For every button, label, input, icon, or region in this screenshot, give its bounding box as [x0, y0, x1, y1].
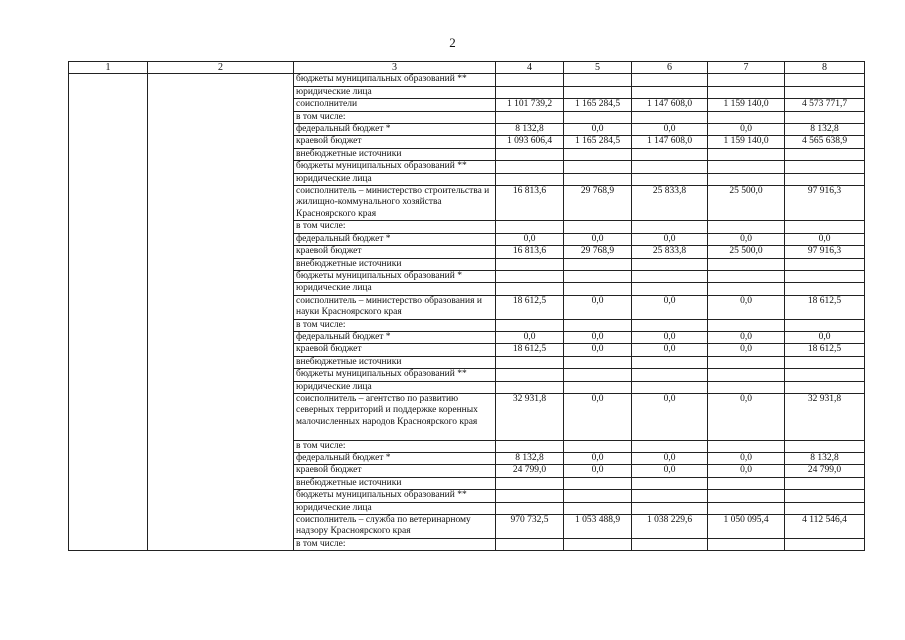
value-cell	[632, 477, 708, 489]
row-label: федеральный бюджет *	[294, 452, 496, 464]
value-cell	[632, 221, 708, 233]
value-cell	[496, 161, 564, 173]
row-label: краевой бюджет	[294, 465, 496, 477]
row-label: юридические лица	[294, 381, 496, 393]
value-cell: 0,0	[708, 344, 785, 356]
row-label: в том числе:	[294, 221, 496, 233]
row-number-cell	[69, 74, 148, 551]
value-cell	[708, 440, 785, 452]
value-cell: 0,0	[496, 331, 564, 343]
value-cell: 18 612,5	[496, 344, 564, 356]
value-cell	[496, 356, 564, 368]
value-cell	[632, 283, 708, 295]
value-cell: 1 147 608,0	[632, 136, 708, 148]
value-cell	[564, 221, 632, 233]
value-cell	[564, 148, 632, 160]
value-cell: 0,0	[708, 331, 785, 343]
row-label: внебюджетные источники	[294, 477, 496, 489]
value-cell: 1 159 140,0	[708, 99, 785, 111]
value-cell	[496, 440, 564, 452]
value-cell	[632, 502, 708, 514]
value-cell	[496, 86, 564, 98]
column-number-row	[69, 62, 865, 74]
value-cell	[496, 111, 564, 123]
row-label: юридические лица	[294, 86, 496, 98]
value-cell	[564, 356, 632, 368]
value-cell: 8 132,8	[496, 124, 564, 136]
value-cell	[564, 502, 632, 514]
value-cell	[632, 356, 708, 368]
value-cell: 8 132,8	[785, 124, 865, 136]
value-cell: 0,0	[632, 233, 708, 245]
value-cell	[632, 161, 708, 173]
value-cell	[785, 381, 865, 393]
row-label: внебюджетные источники	[294, 148, 496, 160]
value-cell	[785, 356, 865, 368]
row-label: бюджеты муниципальных образований **	[294, 74, 496, 86]
value-cell: 25 500,0	[708, 186, 785, 221]
value-cell: 29 768,9	[564, 246, 632, 258]
column-header: 4	[496, 62, 564, 74]
table-row	[69, 74, 865, 86]
value-cell: 24 799,0	[785, 465, 865, 477]
value-cell: 1 159 140,0	[708, 136, 785, 148]
value-cell	[708, 221, 785, 233]
value-cell	[708, 381, 785, 393]
value-cell	[496, 538, 564, 550]
value-cell	[632, 258, 708, 270]
value-cell: 0,0	[564, 393, 632, 440]
value-cell	[632, 173, 708, 185]
row-label: бюджеты муниципальных образований *	[294, 270, 496, 282]
value-cell	[708, 173, 785, 185]
column-header: 5	[564, 62, 632, 74]
value-cell	[564, 161, 632, 173]
value-cell: 0,0	[632, 331, 708, 343]
value-cell: 0,0	[632, 452, 708, 464]
value-cell: 0,0	[564, 465, 632, 477]
value-cell: 1 093 606,4	[496, 136, 564, 148]
value-cell	[564, 258, 632, 270]
value-cell: 0,0	[564, 452, 632, 464]
value-cell	[708, 258, 785, 270]
value-cell	[632, 86, 708, 98]
value-cell: 1 165 284,5	[564, 136, 632, 148]
value-cell	[708, 369, 785, 381]
value-cell: 32 931,8	[785, 393, 865, 440]
value-cell: 8 132,8	[496, 452, 564, 464]
row-label: в том числе:	[294, 538, 496, 550]
row-label: краевой бюджет	[294, 246, 496, 258]
value-cell	[785, 502, 865, 514]
value-cell	[564, 74, 632, 86]
value-cell	[785, 173, 865, 185]
value-cell: 1 050 095,4	[708, 515, 785, 539]
value-cell: 18 612,5	[785, 295, 865, 319]
value-cell	[632, 319, 708, 331]
budget-table	[68, 61, 865, 551]
value-cell	[496, 319, 564, 331]
value-cell: 0,0	[564, 295, 632, 319]
value-cell	[785, 161, 865, 173]
value-cell: 4 112 546,4	[785, 515, 865, 539]
value-cell: 16 813,6	[496, 246, 564, 258]
value-cell: 0,0	[708, 124, 785, 136]
value-cell	[708, 356, 785, 368]
value-cell: 0,0	[708, 295, 785, 319]
value-cell: 0,0	[496, 233, 564, 245]
value-cell	[564, 369, 632, 381]
value-cell	[496, 477, 564, 489]
value-cell	[785, 538, 865, 550]
row-label: в том числе:	[294, 319, 496, 331]
value-cell	[708, 74, 785, 86]
value-cell	[785, 221, 865, 233]
row-label: юридические лица	[294, 173, 496, 185]
row-label: юридические лица	[294, 283, 496, 295]
value-cell: 0,0	[632, 295, 708, 319]
value-cell: 32 931,8	[496, 393, 564, 440]
value-cell	[632, 440, 708, 452]
row-label: соисполнитель – служба по ветеринарному надзору Красноярского края	[294, 515, 496, 539]
row-label: соисполнитель – министерство образования и науки Красноярского края	[294, 295, 496, 319]
value-cell: 97 916,3	[785, 246, 865, 258]
value-cell	[785, 490, 865, 502]
value-cell: 25 500,0	[708, 246, 785, 258]
value-cell	[564, 86, 632, 98]
value-cell	[785, 258, 865, 270]
row-label: краевой бюджет	[294, 344, 496, 356]
value-cell	[632, 111, 708, 123]
value-cell	[496, 502, 564, 514]
value-cell: 0,0	[564, 331, 632, 343]
value-cell	[708, 319, 785, 331]
row-label: федеральный бюджет *	[294, 233, 496, 245]
value-cell	[785, 319, 865, 331]
value-cell	[564, 173, 632, 185]
value-cell	[785, 86, 865, 98]
value-cell: 0,0	[785, 233, 865, 245]
value-cell: 0,0	[632, 393, 708, 440]
row-label: в том числе:	[294, 440, 496, 452]
value-cell: 8 132,8	[785, 452, 865, 464]
row-label: соисполнитель – агентство по развитию северных территорий и поддержке коренных малочисленных народов Красноярского края	[294, 393, 496, 440]
value-cell: 0,0	[708, 465, 785, 477]
value-cell: 4 573 771,7	[785, 99, 865, 111]
value-cell	[496, 490, 564, 502]
value-cell	[564, 270, 632, 282]
value-cell	[632, 148, 708, 160]
value-cell: 1 147 608,0	[632, 99, 708, 111]
value-cell: 0,0	[708, 233, 785, 245]
value-cell	[632, 270, 708, 282]
value-cell: 25 833,8	[632, 246, 708, 258]
value-cell	[564, 283, 632, 295]
row-label: федеральный бюджет *	[294, 124, 496, 136]
value-cell: 97 916,3	[785, 186, 865, 221]
value-cell: 0,0	[564, 233, 632, 245]
row-label: бюджеты муниципальных образований **	[294, 490, 496, 502]
value-cell: 1 053 488,9	[564, 515, 632, 539]
value-cell: 18 612,5	[496, 295, 564, 319]
value-cell: 0,0	[632, 465, 708, 477]
row-label: в том числе:	[294, 111, 496, 123]
value-cell	[785, 74, 865, 86]
value-cell: 25 833,8	[632, 186, 708, 221]
value-cell: 0,0	[708, 452, 785, 464]
value-cell	[785, 440, 865, 452]
row-label: федеральный бюджет *	[294, 331, 496, 343]
value-cell: 16 813,6	[496, 186, 564, 221]
value-cell: 0,0	[632, 124, 708, 136]
program-name-cell	[148, 74, 294, 551]
value-cell: 0,0	[564, 344, 632, 356]
value-cell: 0,0	[708, 393, 785, 440]
value-cell	[708, 270, 785, 282]
value-cell: 0,0	[785, 331, 865, 343]
value-cell	[785, 369, 865, 381]
row-label: юридические лица	[294, 502, 496, 514]
value-cell	[708, 111, 785, 123]
value-cell	[708, 490, 785, 502]
page-number: 2	[449, 35, 456, 50]
value-cell	[564, 381, 632, 393]
value-cell	[785, 111, 865, 123]
value-cell	[496, 369, 564, 381]
row-label: соисполнитель – министерство строительства и жилищно-коммунального хозяйства Красноярского края	[294, 186, 496, 221]
value-cell	[564, 477, 632, 489]
value-cell	[632, 381, 708, 393]
value-cell	[496, 74, 564, 86]
value-cell	[785, 148, 865, 160]
value-cell	[496, 148, 564, 160]
value-cell	[785, 270, 865, 282]
value-cell: 0,0	[632, 344, 708, 356]
value-cell: 970 732,5	[496, 515, 564, 539]
value-cell: 18 612,5	[785, 344, 865, 356]
value-cell: 1 038 229,6	[632, 515, 708, 539]
value-cell	[708, 283, 785, 295]
value-cell	[564, 538, 632, 550]
value-cell	[632, 369, 708, 381]
value-cell	[785, 283, 865, 295]
value-cell	[564, 111, 632, 123]
value-cell	[496, 283, 564, 295]
value-cell: 1 165 284,5	[564, 99, 632, 111]
value-cell: 4 565 638,9	[785, 136, 865, 148]
value-cell	[632, 490, 708, 502]
value-cell	[496, 221, 564, 233]
value-cell	[496, 381, 564, 393]
row-label: краевой бюджет	[294, 136, 496, 148]
row-label: бюджеты муниципальных образований **	[294, 369, 496, 381]
column-header: 8	[785, 62, 865, 74]
column-header: 2	[148, 62, 294, 74]
column-header: 6	[632, 62, 708, 74]
value-cell: 29 768,9	[564, 186, 632, 221]
value-cell	[632, 74, 708, 86]
value-cell	[564, 490, 632, 502]
value-cell	[785, 477, 865, 489]
value-cell	[708, 477, 785, 489]
value-cell	[496, 270, 564, 282]
value-cell	[708, 161, 785, 173]
column-header: 1	[69, 62, 148, 74]
row-label: соисполнители	[294, 99, 496, 111]
value-cell: 0,0	[564, 124, 632, 136]
value-cell	[496, 258, 564, 270]
value-cell	[708, 502, 785, 514]
row-label: внебюджетные источники	[294, 258, 496, 270]
row-label: бюджеты муниципальных образований **	[294, 161, 496, 173]
value-cell: 1 101 739,2	[496, 99, 564, 111]
row-label: внебюджетные источники	[294, 356, 496, 368]
value-cell	[496, 173, 564, 185]
value-cell	[708, 538, 785, 550]
value-cell	[632, 538, 708, 550]
column-header: 7	[708, 62, 785, 74]
value-cell	[708, 86, 785, 98]
value-cell	[564, 319, 632, 331]
value-cell	[708, 148, 785, 160]
value-cell: 24 799,0	[496, 465, 564, 477]
column-header: 3	[294, 62, 496, 74]
value-cell	[564, 440, 632, 452]
